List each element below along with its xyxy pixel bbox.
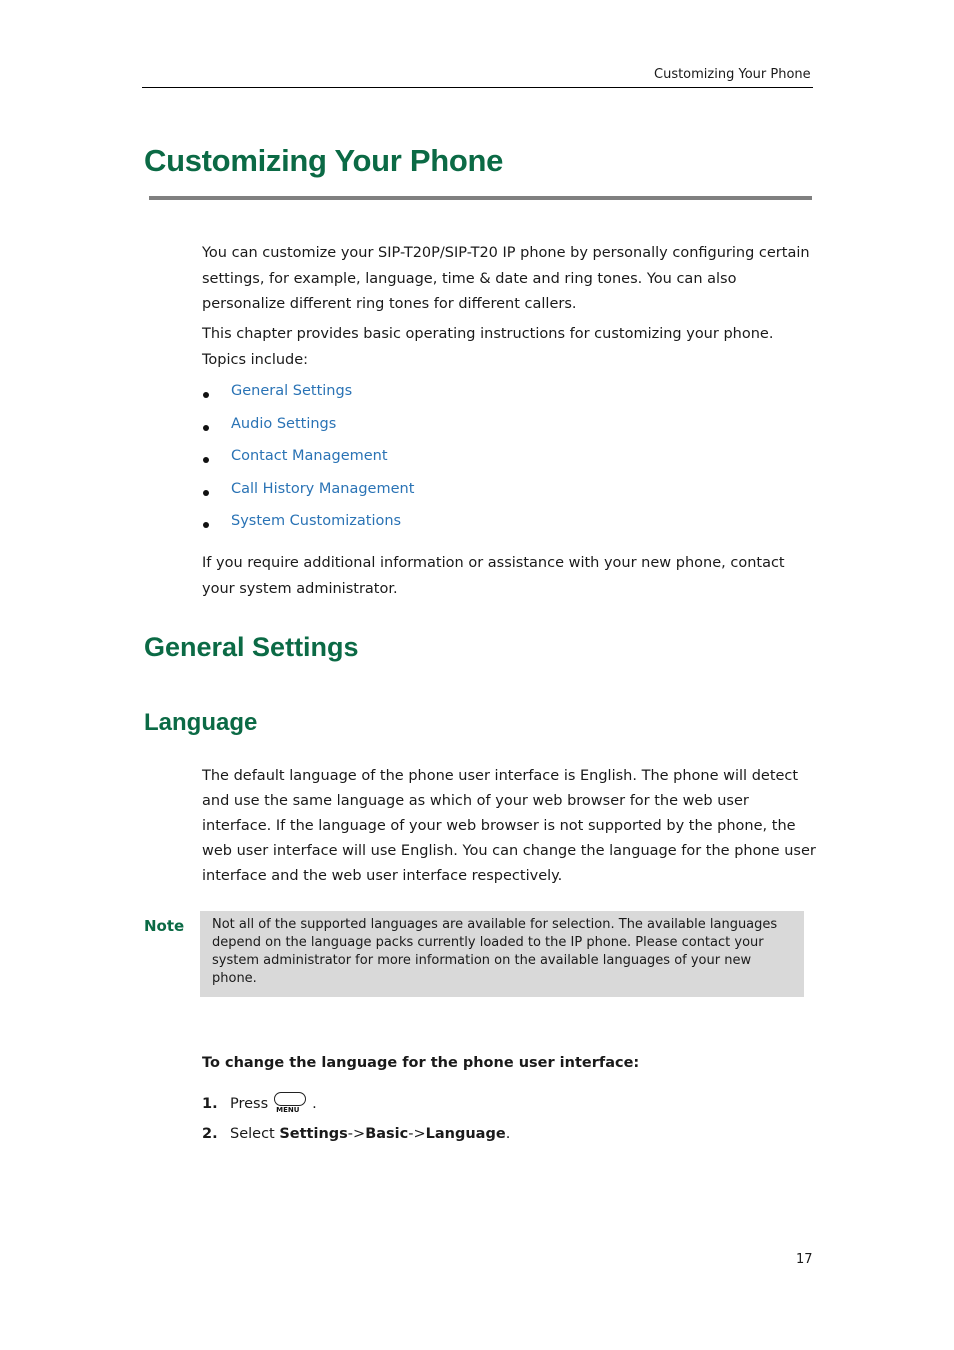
chapter-title-rule xyxy=(149,196,812,200)
menu-path-language: Language xyxy=(425,1126,506,1142)
menu-key-label: MENU xyxy=(276,1106,300,1114)
topic-item xyxy=(202,513,414,546)
bullet-icon xyxy=(203,490,209,496)
bullet-icon xyxy=(203,425,209,431)
procedure-steps xyxy=(202,1089,510,1149)
topic-item xyxy=(202,383,414,416)
bullet-icon xyxy=(203,522,209,528)
menu-path-settings: Settings xyxy=(279,1126,348,1142)
bullet-icon xyxy=(203,392,209,398)
step-item xyxy=(202,1119,510,1149)
step-number: 2. xyxy=(202,1126,218,1142)
procedure-title: To change the language for the phone user interface: xyxy=(202,1055,640,1071)
chapter-title: Customizing Your Phone xyxy=(144,143,504,178)
note-box xyxy=(200,911,804,997)
topic-list xyxy=(202,383,414,546)
language-paragraph: The default language of the phone user interface is English. The phone will detect and use the same language as which of your web browser for the web user interface. If the language of your web browser is not supported by the phone, the web user interface will use English. You can change the language for the phone user interface and the web user interface respectively. xyxy=(202,768,816,884)
topic-link-contact-management[interactable]: Contact Management xyxy=(231,448,388,464)
note-label: Note xyxy=(144,917,185,935)
subsection-title-language: Language xyxy=(144,709,258,736)
running-header: Customizing Your Phone xyxy=(654,67,811,82)
section-title-general-settings: General Settings xyxy=(144,632,359,662)
page-number: 17 xyxy=(796,1252,813,1267)
menu-key-icon xyxy=(273,1091,307,1117)
step-text-end: . xyxy=(505,1126,511,1142)
intro-paragraph-2: This chapter provides basic operating instructions for customizing your phone. Topics include: xyxy=(202,326,774,368)
topic-link-call-history-management[interactable]: Call History Management xyxy=(231,480,415,497)
topic-item xyxy=(202,448,414,481)
outro-paragraph: If you require additional information or assistance with your new phone, contact your system administrator. xyxy=(202,555,785,597)
menu-path-separator: -> xyxy=(347,1126,366,1142)
menu-path-separator: -> xyxy=(408,1126,426,1142)
step-text-end: . xyxy=(312,1096,317,1112)
note-text: Not all of the supported languages are available for selection. The available languages depend on the language packs currently loaded to the IP phone. Please contact your system administrator for more information on the available languages of your new phone. xyxy=(212,917,778,986)
topic-item xyxy=(202,481,414,514)
topic-link-general-settings[interactable]: General Settings xyxy=(231,383,353,399)
topic-link-system-customizations[interactable]: System Customizations xyxy=(231,513,402,529)
step-text: Select xyxy=(230,1126,280,1142)
step-text: Press xyxy=(230,1096,269,1112)
step-item xyxy=(202,1089,510,1119)
menu-path-basic: Basic xyxy=(365,1126,409,1142)
step-number: 1. xyxy=(202,1096,218,1112)
topic-item xyxy=(202,416,414,449)
bullet-icon xyxy=(203,457,209,463)
header-rule xyxy=(142,87,813,88)
intro-paragraph-1: You can customize your SIP-T20P/SIP-T20 IP phone by personally configuring certain settings, for example, language, time & date and ring tones. You can also personalize different ring tones for different callers. xyxy=(202,245,810,312)
topic-link-audio-settings[interactable]: Audio Settings xyxy=(231,415,337,432)
